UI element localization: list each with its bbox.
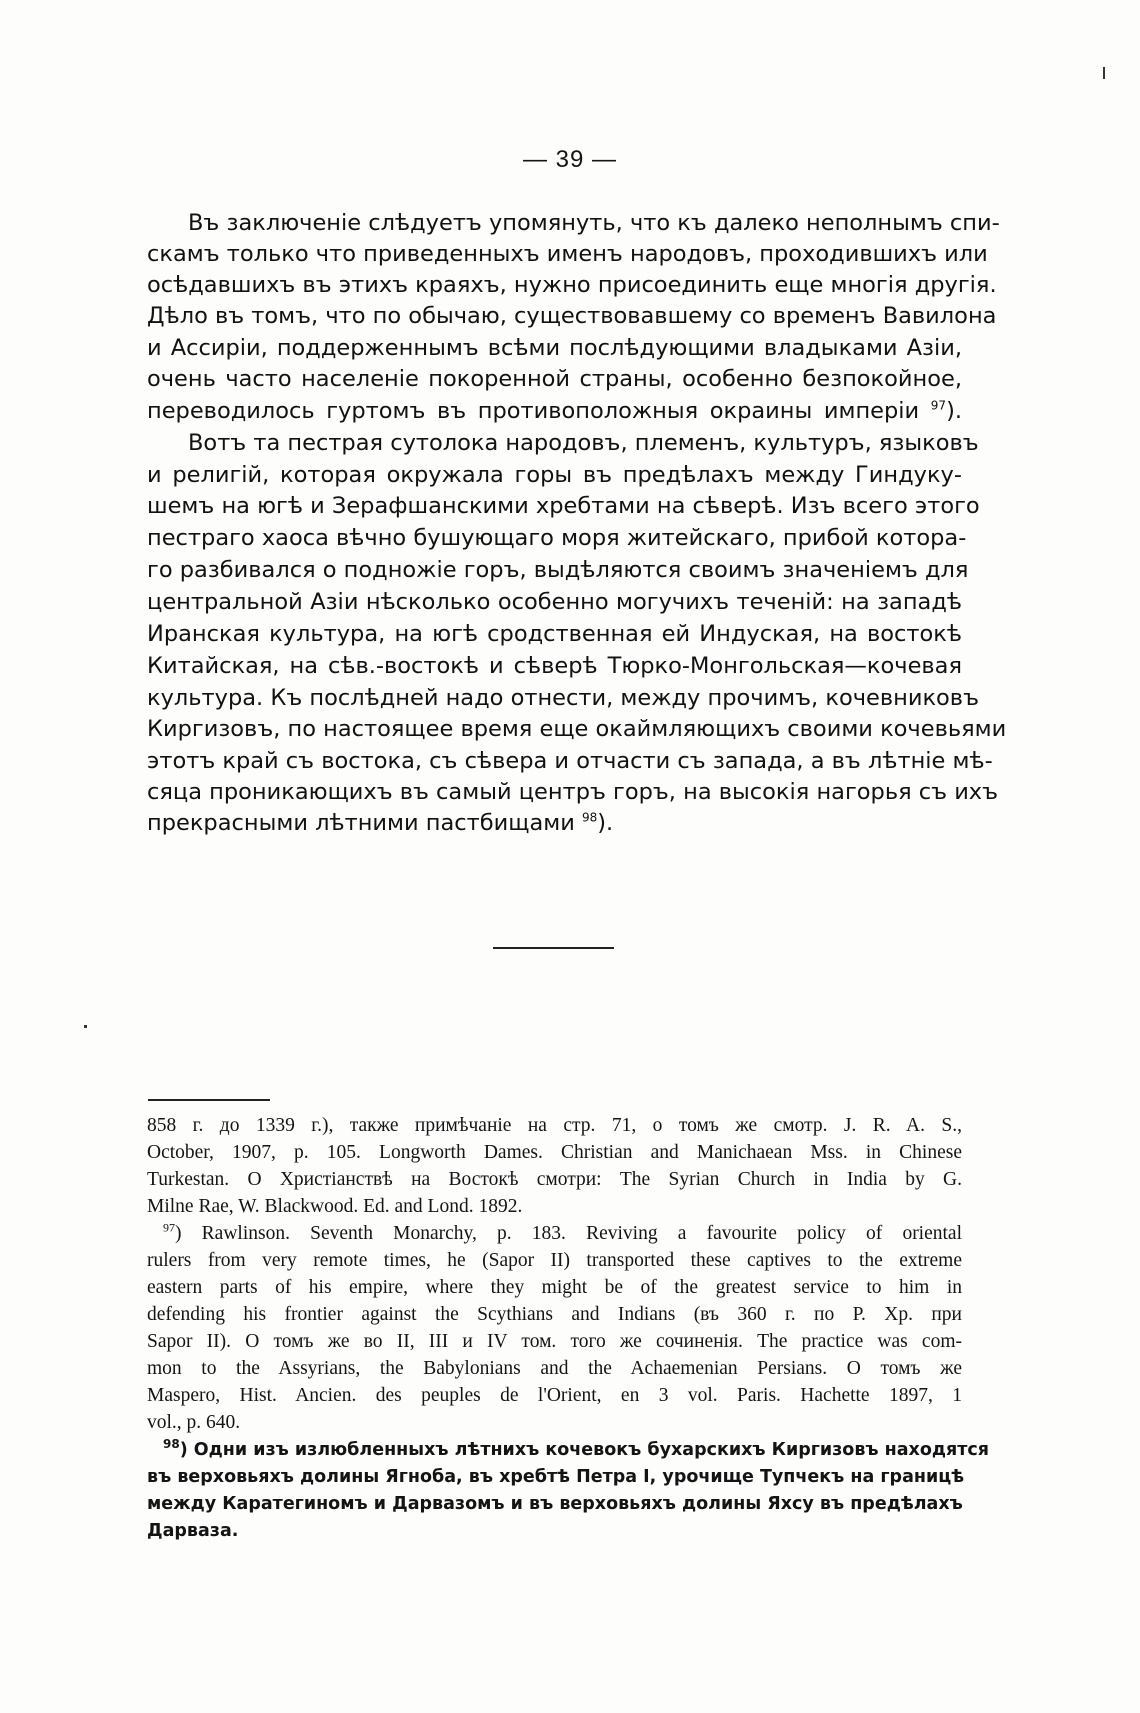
body-line bbox=[147, 396, 962, 427]
scan-speck bbox=[84, 1025, 87, 1028]
footnote-ref-98-tail: ). bbox=[597, 810, 614, 836]
footnote-line: Turkestan. О Христіанствѣ на Востокѣ смотри: The Syrian Church in India by G. bbox=[147, 1169, 962, 1190]
footnote-line: въ верховьяхъ долины Ягноба, въ хребтѣ Петра I, урочище Тупчекъ на границѣ bbox=[147, 1467, 965, 1487]
footnote-98-text: ) Одни изъ излюбленныхъ лѣтнихъ кочевокъ бухарскихъ Киргизовъ находятся bbox=[179, 1440, 989, 1460]
footnote-line: October, 1907, p. 105. Longworth Dames. Christian and Manichaean Mss. in Chinese bbox=[147, 1142, 962, 1163]
body-line-text: прекрасными лѣтними пастбищами bbox=[147, 810, 575, 836]
page-number: — 39 — bbox=[522, 146, 618, 173]
footnote-line: Milne Rae, W. Blackwood. Ed. and Lond. 1892. bbox=[147, 1196, 523, 1217]
footnote-line: Maspero, Hist. Ancien. des peuples de l'Orient, en 3 vol. Paris. Hachette 1897, 1 bbox=[147, 1385, 962, 1406]
footnote-ref-97-tail: ). bbox=[946, 398, 962, 424]
body-line: скамъ только что приведенныхъ именъ народовъ, проходившихъ или bbox=[147, 241, 988, 267]
footnote-line: mon to the Assyrians, the Babylonians and the Achaemenian Persians. О томъ же bbox=[147, 1358, 962, 1379]
footnote-line: 858 г. до 1339 г.), также примѣчаніе на стр. 71, о томъ же смотр. J. R. A. S., bbox=[147, 1115, 962, 1136]
section-divider bbox=[493, 947, 614, 949]
body-line: Киргизовъ, по настоящее время еще окаймляющихъ своими кочевьями bbox=[147, 716, 1007, 742]
footnote-line: rulers from very remote times, he (Sapor II) transported these captives to the extreme bbox=[147, 1250, 962, 1271]
footnote-line: defending his frontier against the Scythians and Indians (въ 360 г. по Р. Хр. при bbox=[147, 1304, 962, 1325]
footnote-line: Дарваза. bbox=[147, 1521, 239, 1541]
body-line: Вотъ та пестрая сутолока народовъ, племенъ, культуръ, языковъ bbox=[188, 430, 979, 456]
body-line: и Ассиріи, поддерженнымъ всѣми послѣдующими владыками Азіи, bbox=[147, 335, 962, 361]
scan-speck bbox=[1103, 67, 1105, 79]
body-line: центральной Азіи нѣсколько особенно могучихъ теченій: на западѣ bbox=[147, 589, 962, 615]
body-line: Иранская культура, на югѣ сродственная ей Индуская, на востокѣ bbox=[147, 621, 962, 647]
body-line bbox=[147, 808, 962, 839]
footnote-98-mark: 98 bbox=[163, 1437, 180, 1452]
footnote-line: eastern parts of his empire, where they might be of the greatest service to him in bbox=[147, 1277, 962, 1298]
body-line: пестраго хаоса вѣчно бушующаго моря житейскаго, прибой котора- bbox=[147, 525, 967, 551]
body-line: Китайская, на сѣв.-востокѣ и сѣверѣ Тюрко-Монгольская—кочевая bbox=[147, 653, 962, 679]
footnote-98-first-line bbox=[163, 1437, 989, 1463]
body-line: Дѣло въ томъ, что по обычаю, существовавшему со временъ Вавилона bbox=[147, 303, 997, 329]
body-line-text: переводилось гуртомъ въ противоположныя окраины имперіи bbox=[147, 398, 920, 424]
footnote-ref-98: 98 bbox=[582, 810, 598, 825]
footnote-divider bbox=[148, 1099, 270, 1101]
body-line: Въ заключеніе слѣдуетъ упомянуть, что къ далеко неполнымъ спи- bbox=[188, 210, 1000, 236]
body-line: го разбивался о подножіе горъ, выдѣляются своимъ значеніемъ для bbox=[147, 557, 969, 583]
footnote-97-first-line bbox=[163, 1221, 962, 1247]
body-line: и религій, которая окружала горы въ предѣлахъ между Гиндуку- bbox=[147, 462, 962, 488]
body-line: этотъ край съ востока, съ сѣвера и отчасти съ запада, а въ лѣтніе мѣ- bbox=[147, 748, 993, 774]
body-line: сяца проникающихъ въ самый центръ горъ, на высокія нагорья съ ихъ bbox=[147, 779, 999, 805]
body-line: очень часто населеніе покоренной страны, особенно безпокойное, bbox=[147, 366, 962, 392]
footnote-97-text: ) Rawlinson. Seventh Monarchy, p. 183. Reviving a favourite policy of oriental bbox=[175, 1223, 962, 1244]
footnote-ref-97: 97 bbox=[930, 398, 947, 413]
body-line: культура. Къ послѣдней надо отнести, между прочимъ, кочевниковъ bbox=[147, 685, 979, 711]
footnote-line: Sapor II). О томъ же во II, III и IV том. того же сочиненія. The practice was com- bbox=[147, 1331, 962, 1352]
body-line: шемъ на югѣ и Зерафшанскими хребтами на сѣверѣ. Изъ всего этого bbox=[147, 493, 980, 519]
footnote-97-mark: 97 bbox=[163, 1220, 175, 1235]
footnote-line: между Каратегиномъ и Дарвазомъ и въ верховьяхъ долины Яхсу въ предѣлахъ bbox=[147, 1494, 963, 1514]
footnote-line: vol., p. 640. bbox=[147, 1412, 241, 1433]
body-line: осѣдавшихъ въ этихъ краяхъ, нужно присоединить еще многія другія. bbox=[147, 272, 997, 298]
